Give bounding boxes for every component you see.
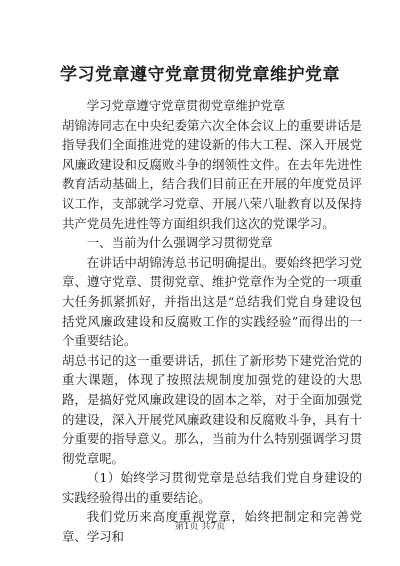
section-heading-1: 一、当前为什么强调学习贯彻党章 [86, 235, 273, 251]
paragraph-significance: 胡总书记的这一重要讲话，抓住了新形势下建党治党的重大课题，体现了按照法规制度加强党的建设的大思路，是搞好党风廉政建设的固本之举，对于全面加强党的建设，深入开展党风廉政建设和反腐败斗争，具有十分重要的指导意义。那么，当前为什么特别强调学习贯彻党章呢。 [62, 352, 362, 466]
paragraph-intro: 胡锦涛同志在中央纪委第六次全体会议上的重要讲话是指导我们全面推进党的建设新的伟大工程、深入开展党风廉政建设和反腐败斗争的纲领性文件。在去年先进性教育活动基础上，结合我们目前正在开展的年度党员评议工作，支部就学习党章、开展八荣八耻教育以及保持共产党员先进性等方面组织我们这次的党课学习。 [62, 117, 362, 231]
page-number: 第1页 共7页 [174, 522, 226, 532]
document-body [62, 96, 362, 547]
paragraph-subtitle: 学习党章遵守党章贯彻党章维护党章 [86, 98, 286, 113]
paragraph-history: 我们党历来高度重视党章，始终把制定和完善党章、学习和 [62, 509, 362, 545]
paragraph-speech: 在讲话中胡锦涛总书记明确提出。要始终把学习党章、遵守党章、贯彻党章、维护党章作为全党的一项重大任务抓紧抓好，并指出这是“总结我们党自身建设包括党风廉政建设和反腐败工作的实践经验”而得出的一个重要结论。 [62, 254, 362, 349]
document-title: 学习党章遵守党章贯彻党章维护党章 [60, 65, 340, 85]
paragraph-point-1: （1）始终学习贯彻党章是总结我们党自身建设的实践经验得出的重要结论。 [62, 470, 362, 505]
